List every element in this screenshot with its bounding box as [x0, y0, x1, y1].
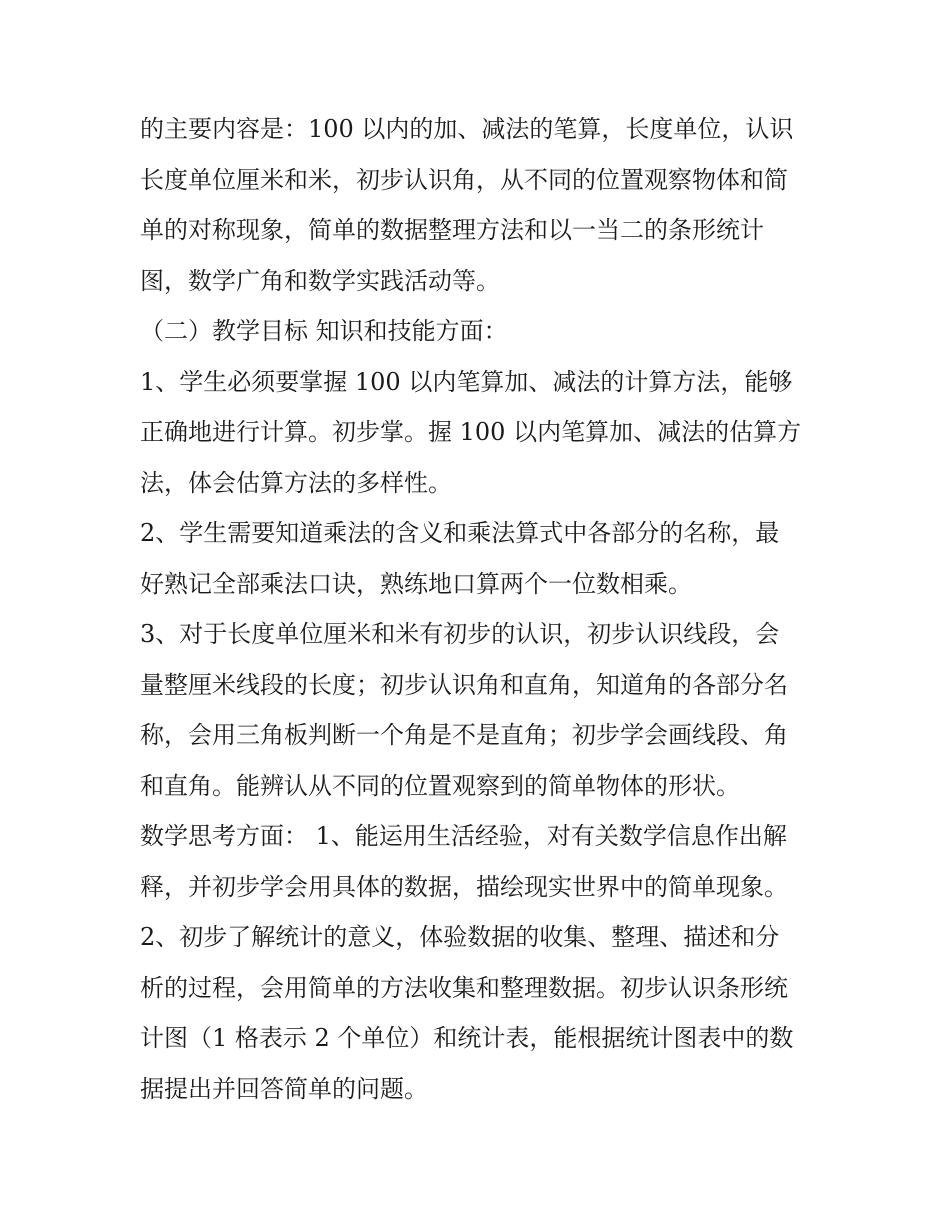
- text-line: 法，体会估算方法的多样性。: [140, 468, 452, 497]
- text-line: 据提出并回答简单的问题。: [140, 1074, 428, 1103]
- document-body: [140, 104, 820, 1114]
- text-line: 称，会用三角板判断一个角是不是直角；初步学会画线段、角: [140, 721, 788, 749]
- text-line: 长度单位厘米和米，初步认识角，从不同的位置观察物体和简: [140, 165, 788, 194]
- text-line: 图，数学广角和数学实践活动等。: [140, 266, 500, 295]
- text-line: 2、初步了解统计的意义，体验数据的收集、整理、描述和分: [140, 923, 780, 951]
- text-line: 3、对于长度单位厘米和米有初步的认识，初步认识线段，会: [140, 620, 780, 648]
- text-line: 释，并初步学会用具体的数据，描绘现实世界中的简单现象。: [140, 872, 788, 901]
- text-line: 的主要内容是：100 以内的加、减法的笔算，长度单位，认识: [140, 115, 794, 143]
- text-line: 正确地进行计算。初步掌。握 100 以内笔算加、减法的估算方: [140, 418, 802, 446]
- text-line: 好熟记全部乘法口诀，熟练地口算两个一位数相乘。: [140, 569, 692, 598]
- text-line: 1、学生必须要掌握 100 以内笔算加、减法的计算方法，能够: [140, 367, 793, 396]
- text-line: 计图（1 格表示 2 个单位）和统计表，能根据统计图表中的数: [140, 1024, 794, 1052]
- text-line: 量整厘米线段的长度；初步认识角和直角，知道角的各部分名: [140, 670, 788, 699]
- text-line: 和直角。能辨认从不同的位置观察到的简单物体的形状。: [140, 771, 740, 800]
- text-line: 析的过程，会用简单的方法收集和整理数据。初步认识条形统: [140, 973, 788, 1002]
- section-heading: （二）教学目标 知识和技能方面：: [140, 317, 508, 345]
- text-line: 2、学生需要知道乘法的含义和乘法算式中各部分的名称，最: [140, 519, 780, 547]
- text-line: 数学思考方面： 1、能运用生活经验，对有关数学信息作出解: [140, 822, 787, 850]
- text-line: 单的对称现象，简单的数据整理方法和以一当二的条形统计: [140, 216, 764, 244]
